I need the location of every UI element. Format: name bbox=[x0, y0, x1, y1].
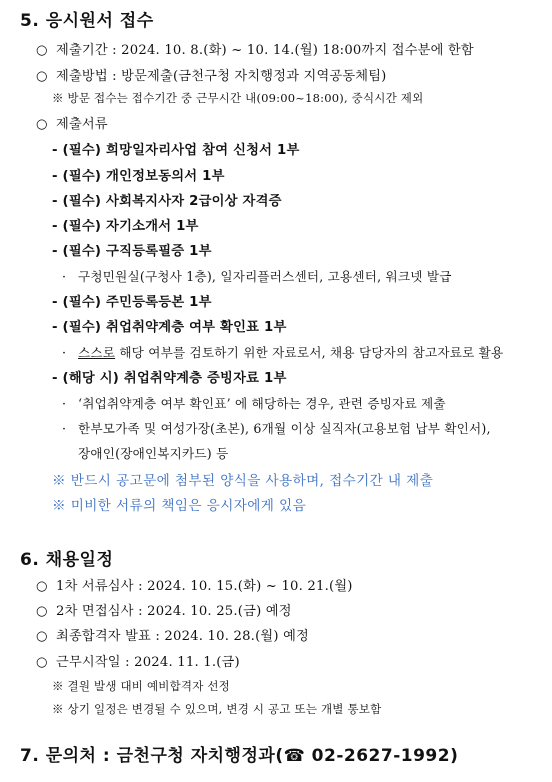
doc-proof-detail-2-text: 한부모가족 및 여성가장(초본), 6개월 이상 실직자(고용보험 납부 확인서), bbox=[78, 421, 491, 436]
section-7-contact: 7. 문의처 : 금천구청 자치행정과(☎ 02-2627-1992) bbox=[20, 746, 459, 766]
schedule-start-date-text: 근무시작일 : 2024. 11. 1.(금) bbox=[56, 655, 240, 670]
schedule-document-review bbox=[36, 575, 353, 594]
required-documents bbox=[36, 113, 108, 132]
submission-method-text: 제출방법 : 방문제출(금천구청 자치행정과 지역공동체팀) bbox=[56, 69, 387, 84]
doc-resident-registration: - (필수) 주민등록등본 1부 bbox=[52, 295, 212, 310]
circle-bullet-icon: ○ bbox=[36, 655, 48, 670]
dot-bullet-icon: · bbox=[62, 421, 67, 436]
doc-privacy-consent: - (필수) 개인정보동의서 1부 bbox=[52, 169, 225, 184]
method-note: ※ 방문 접수는 접수기간 중 근무시간 내(09:00~18:00), 중식시간 제외 bbox=[52, 91, 424, 105]
section-5-title: 5. 응시원서 접수 bbox=[20, 11, 154, 31]
circle-bullet-icon: ○ bbox=[36, 579, 48, 594]
doc-checklist-detail bbox=[62, 342, 503, 361]
submission-period bbox=[36, 39, 474, 58]
doc-self-introduction: - (필수) 자기소개서 1부 bbox=[52, 219, 199, 234]
schedule-interview-text: 2차 면접심사 : 2024. 10. 25.(금) 예정 bbox=[56, 604, 292, 619]
schedule-change-note: ※ 상기 일정은 변경될 수 있으며, 변경 시 공고 또는 개별 통보함 bbox=[52, 702, 382, 716]
submission-period-text: 제출기간 : 2024. 10. 8.(화) ~ 10. 14.(월) 18:00까지 접수분에 한함 bbox=[56, 43, 474, 58]
circle-bullet-icon: ○ bbox=[36, 43, 48, 58]
doc-job-registration-detail bbox=[62, 266, 452, 285]
circle-bullet-icon: ○ bbox=[36, 69, 48, 84]
doc-proof-detail-2 bbox=[62, 418, 491, 437]
dot-bullet-icon: · bbox=[62, 345, 67, 360]
doc-job-registration: - (필수) 구직등록필증 1부 bbox=[52, 244, 212, 259]
section-6-title: 6. 채용일정 bbox=[20, 550, 114, 570]
circle-bullet-icon: ○ bbox=[36, 117, 48, 132]
schedule-document-review-text: 1차 서류심사 : 2024. 10. 15.(화) ~ 10. 21.(월) bbox=[56, 579, 353, 594]
schedule-final-announcement bbox=[36, 625, 309, 644]
form-usage-note: ※ 반드시 공고문에 첨부된 양식을 사용하며, 접수기간 내 제출 bbox=[52, 473, 434, 489]
reserve-candidate-note: ※ 결원 발생 대비 예비합격자 선정 bbox=[52, 679, 230, 693]
doc-proof-detail-1 bbox=[62, 393, 446, 412]
dot-bullet-icon: · bbox=[62, 269, 67, 284]
doc-checklist-detail-text: 해당 여부를 검토하기 위한 자료로서, 채용 담당자의 참고자료로 활용 bbox=[115, 345, 504, 360]
dot-bullet-icon: · bbox=[62, 396, 67, 411]
schedule-interview bbox=[36, 600, 292, 619]
doc-vulnerable-group-proof: - (해당 시) 취업취약계층 증빙자료 1부 bbox=[52, 371, 287, 386]
doc-application-form: - (필수) 희망일자리사업 참여 신청서 1부 bbox=[52, 143, 300, 158]
circle-bullet-icon: ○ bbox=[36, 604, 48, 619]
schedule-final-announcement-text: 최종합격자 발표 : 2024. 10. 28.(월) 예정 bbox=[56, 629, 309, 644]
submission-method bbox=[36, 65, 387, 84]
schedule-start-date bbox=[36, 651, 240, 670]
doc-social-worker-certificate: - (필수) 사회복지사자 2급이상 자격증 bbox=[52, 194, 282, 209]
required-documents-label: 제출서류 bbox=[56, 117, 108, 132]
doc-checklist-detail-underlined: 스스로 bbox=[78, 345, 116, 360]
applicant-responsibility-note: ※ 미비한 서류의 책임은 응시자에게 있음 bbox=[52, 498, 307, 514]
doc-vulnerable-group-checklist: - (필수) 취업취약계층 여부 확인표 1부 bbox=[52, 320, 287, 335]
doc-proof-detail-2-cont: 장애인(장애인복지카드) 등 bbox=[78, 446, 229, 461]
doc-proof-detail-1-text: ‘취업취약계층 여부 확인표’ 에 해당하는 경우, 관련 증빙자료 제출 bbox=[78, 396, 446, 411]
circle-bullet-icon: ○ bbox=[36, 629, 48, 644]
doc-job-registration-detail-text: 구청민원실(구청사 1층), 일자리플러스센터, 고용센터, 워크넷 발급 bbox=[78, 269, 452, 284]
